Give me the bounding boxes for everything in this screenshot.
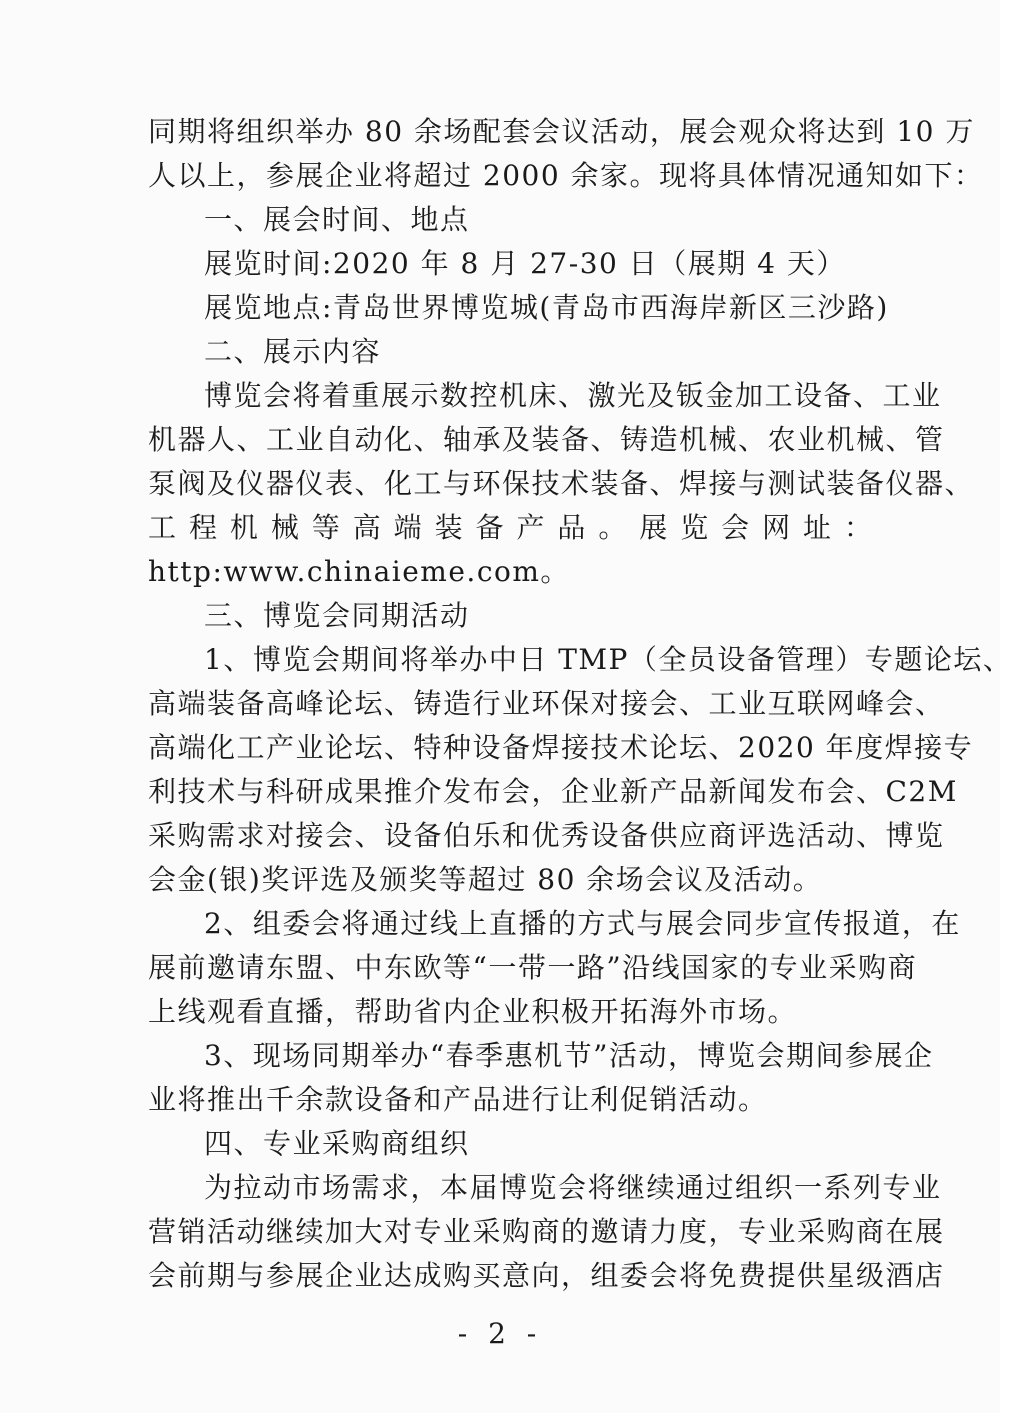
activity-item-3: 3、现场同期举办“春季惠机节”活动，博览会期间参展企	[204, 1039, 934, 1072]
justified-char: 高	[352, 511, 381, 544]
website-url: http:www.chinaieme.com。	[148, 555, 570, 588]
text-line: 会金(银)奖评选及颁奖等超过 80 余场会议及活动。	[148, 863, 823, 896]
text-line: 机器人、工业自动化、轴承及装备、铸造机械、农业机械、管	[148, 423, 945, 456]
justified-char: 品	[557, 511, 586, 544]
text-line: 人以上，参展企业将超过 2000 余家。现将具体情况通知如下：	[148, 159, 984, 192]
justified-char: 会	[721, 511, 750, 544]
text-line: 高端化工产业论坛、特种设备焊接技术论坛、2020 年度焊接专	[148, 731, 974, 764]
justified-char: 装	[434, 511, 463, 544]
justified-char: 端	[393, 511, 422, 544]
section-heading-time-location: 一、展会时间、地点	[204, 203, 470, 236]
exhibition-location: 展览地点:青岛世界博览城(青岛市西海岸新区三沙路)	[204, 291, 889, 324]
justified-text-line	[148, 506, 872, 550]
text-line: 同期将组织举办 80 余场配套会议活动，展会观众将达到 10 万	[148, 115, 975, 148]
text-line: 博览会将着重展示数控机床、激光及钣金加工设备、工业	[204, 379, 942, 412]
justified-char: 网	[762, 511, 791, 544]
text-line: 采购需求对接会、设备伯乐和优秀设备供应商评选活动、博览	[148, 819, 945, 852]
text-line: 利技术与科研成果推介发布会，企业新产品新闻发布会、C2M	[148, 775, 958, 808]
justified-char: 工	[148, 511, 177, 544]
page-number: - 2 -	[457, 1317, 543, 1350]
justified-char: 展	[639, 511, 668, 544]
section-heading-content: 二、展示内容	[204, 335, 382, 368]
text-line: 业将推出千余款设备和产品进行让利促销活动。	[148, 1083, 768, 1116]
justified-char: 等	[311, 511, 340, 544]
justified-char: 备	[475, 511, 504, 544]
activity-item-2: 2、组委会将通过线上直播的方式与展会同步宣传报道，在	[204, 907, 961, 940]
text-line: 为拉动市场需求，本届博览会将继续通过组织一系列专业	[204, 1171, 942, 1204]
section-heading-buyers: 四、专业采购商组织	[204, 1127, 470, 1160]
text-line: 会前期与参展企业达成购买意向，组委会将免费提供星级酒店	[148, 1259, 945, 1292]
justified-char: 机	[229, 511, 258, 544]
section-heading-activities: 三、博览会同期活动	[204, 599, 470, 632]
document-body	[148, 110, 1012, 1298]
justified-char: 。	[598, 511, 627, 544]
text-line: 高端装备高峰论坛、铸造行业环保对接会、工业互联网峰会、	[148, 687, 945, 720]
text-line: 泵阀及仪器仪表、化工与环保技术装备、焊接与测试装备仪器、	[148, 467, 975, 500]
text-line: 展前邀请东盟、中东欧等“一带一路”沿线国家的专业采购商	[148, 951, 918, 984]
justified-char: ：	[843, 511, 872, 544]
justified-char: 产	[516, 511, 545, 544]
text-line: 营销活动继续加大对专业采购商的邀请力度，专业采购商在展	[148, 1215, 945, 1248]
activity-item-1: 1、博览会期间将举办中日 TMP（全员设备管理）专题论坛、	[204, 643, 1012, 676]
exhibition-time: 展览时间:2020 年 8 月 27-30 日（展期 4 天）	[204, 247, 846, 280]
justified-char: 址	[803, 511, 832, 544]
text-line: 上线观看直播，帮助省内企业积极开拓海外市场。	[148, 995, 798, 1028]
justified-char: 程	[188, 511, 217, 544]
justified-char: 械	[270, 511, 299, 544]
justified-char: 览	[680, 511, 709, 544]
